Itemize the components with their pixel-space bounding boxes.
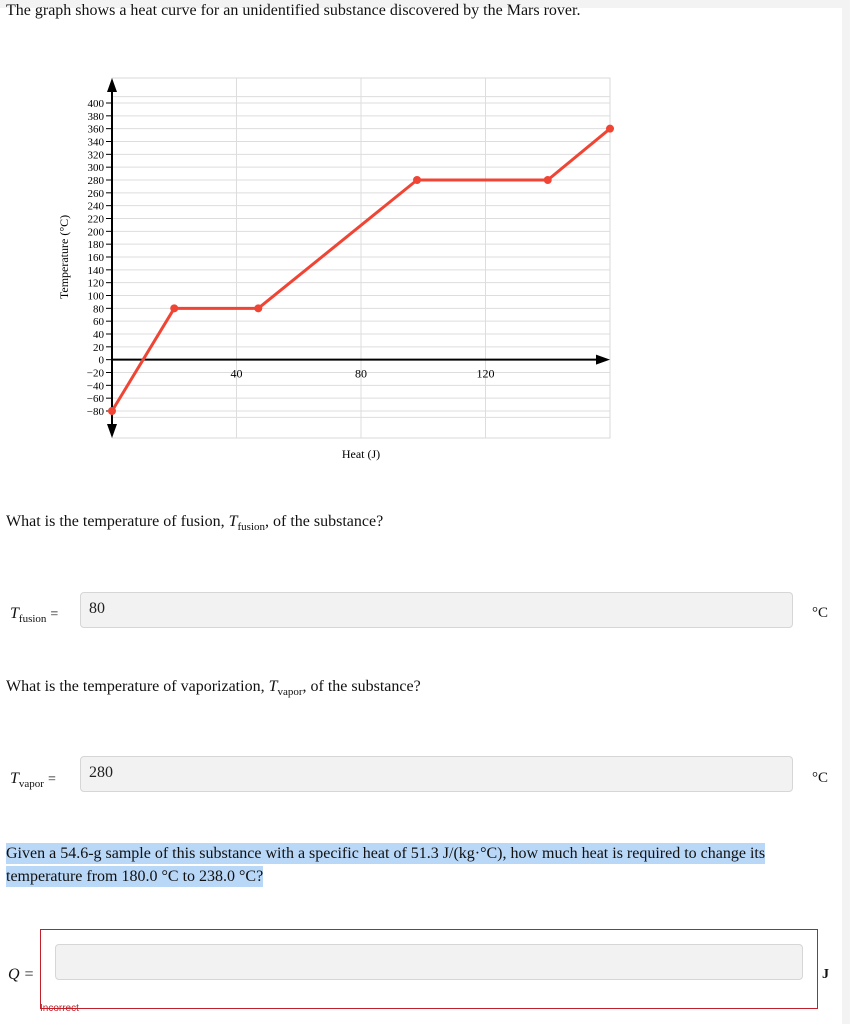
y-axis-arrow-down (107, 424, 117, 438)
data-point (606, 125, 614, 133)
question-heat-line-2: temperature from 180.0 °C to 238.0 °C? (6, 868, 264, 885)
intro-text: The graph shows a heat curve for an unidentified substance discovered by the Mars rover. (6, 2, 581, 19)
y-tick-label: 80 (93, 303, 104, 316)
y-tick-label: 60 (93, 316, 104, 329)
y-tick-label: 360 (87, 123, 104, 136)
heat-input[interactable] (55, 944, 803, 980)
y-tick-label: 40 (93, 329, 104, 341)
y-tick-label: 260 (87, 187, 104, 200)
vapor-input[interactable]: 280 (80, 756, 793, 792)
y-tick-label: 280 (87, 175, 104, 187)
y-tick-label: 240 (87, 200, 104, 213)
heat-label: Q = (8, 966, 35, 983)
question-vapor (6, 678, 421, 698)
x-tick-label: 80 (355, 366, 367, 381)
fusion-input[interactable]: 80 (80, 592, 793, 628)
fusion-label-sub: fusion (18, 613, 47, 626)
y-tick-label: −40 (86, 380, 104, 393)
y-tick-label: −80 (86, 406, 104, 418)
vapor-label-equals: = (47, 772, 56, 787)
x-axis-label: Heat (J) (341, 447, 381, 461)
y-tick-label: 140 (87, 264, 104, 277)
vapor-unit: °C (812, 770, 829, 786)
y-tick-label: 180 (87, 239, 104, 252)
data-point (108, 407, 116, 415)
y-tick-label: 200 (87, 226, 104, 239)
vapor-label-var: T (10, 770, 19, 787)
vapor-label (10, 770, 56, 790)
y-tick-label: 320 (87, 149, 104, 162)
question-fusion-var: T (228, 513, 238, 530)
y-axis-arrow-up (107, 78, 117, 92)
y-tick-label: 100 (87, 290, 104, 303)
x-tick-label: 120 (476, 366, 495, 381)
y-tick-label: 120 (87, 277, 104, 290)
fusion-unit: °C (812, 605, 829, 621)
y-tick-label: −60 (86, 393, 104, 406)
y-tick-label: 340 (87, 136, 104, 149)
question-fusion-sub: fusion (237, 521, 265, 534)
question-vapor-var: T (268, 678, 278, 695)
y-tick-label: 160 (87, 252, 104, 264)
fusion-label (10, 605, 58, 625)
y-tick-label: 380 (87, 110, 104, 123)
y-tick-label: 400 (87, 98, 104, 110)
data-point (413, 176, 421, 184)
y-tick-label: 300 (87, 162, 104, 175)
fusion-label-var: T (10, 605, 19, 622)
data-point (254, 304, 262, 312)
x-tick-label: 40 (230, 366, 243, 381)
y-tick-label: 0 (98, 354, 104, 367)
incorrect-status: Incorrect (40, 1003, 79, 1014)
question-fusion-prefix: What is the temperature of fusion, (6, 513, 229, 530)
y-tick-label: −20 (86, 367, 104, 380)
question-heat-line-1: Given a 54.6-g sample of this substance with a specific heat of 51.3 J/(kg·°C), how much heat is required to change its (6, 845, 766, 862)
question-vapor-prefix: What is the temperature of vaporization, (6, 678, 269, 695)
question-vapor-suffix: , of the substance? (302, 678, 421, 695)
question-vapor-sub: vapor (277, 686, 303, 699)
heat-unit: J (822, 967, 829, 982)
y-tick-label: 20 (93, 341, 104, 354)
question-fusion-suffix: , of the substance? (265, 513, 384, 530)
fusion-label-equals: = (50, 607, 59, 622)
heat-curve-chart (0, 60, 640, 470)
question-heat (6, 842, 786, 888)
right-rule (842, 0, 850, 1024)
data-point (170, 304, 178, 312)
data-point (544, 176, 552, 184)
y-tick-label: 220 (87, 213, 104, 226)
question-fusion (6, 513, 383, 533)
vapor-label-sub: vapor (18, 778, 44, 791)
x-axis-arrow (596, 355, 610, 365)
y-axis-label: Temperature (°C) (57, 214, 71, 300)
heat-answer-box (40, 929, 818, 1009)
